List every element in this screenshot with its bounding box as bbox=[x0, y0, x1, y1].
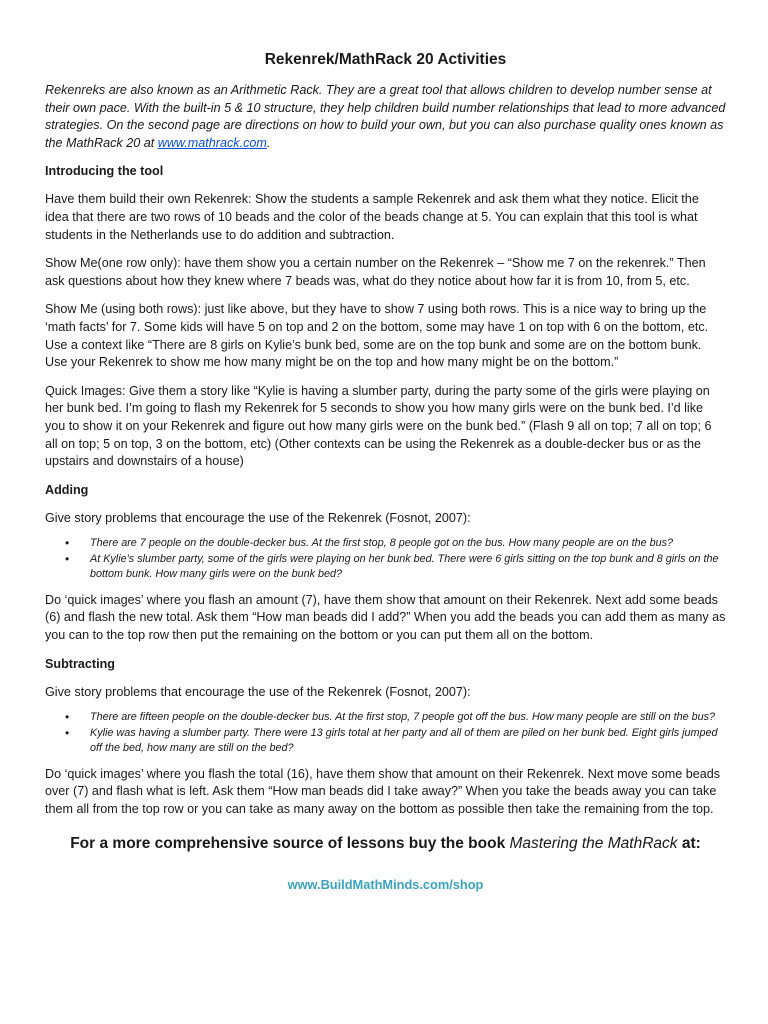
bullet-icon: • bbox=[65, 536, 70, 551]
adding-quick-images-paragraph: Do ‘quick images’ where you flash an amount (7), have them show that amount on their Rekenrek. Next add some beads (6) and flash the new total. Ask them “How man beads did I add?” When you add the beads you can add them as many as you can to the top row then put the remaining on the bottom or you can put them all on the bottom. bbox=[45, 592, 726, 642]
promo-book-title: Mastering the MathRack bbox=[509, 835, 678, 853]
bullet-icon: • bbox=[65, 725, 70, 740]
bullet-icon: • bbox=[65, 710, 70, 725]
adding-lead: Give story problems that encourage the use of the Rekenrek (Fosnot, 2007): bbox=[45, 510, 471, 525]
list-item bbox=[65, 725, 726, 757]
adding-story-list bbox=[45, 536, 726, 583]
section-heading-subtracting: Subtracting bbox=[45, 656, 115, 671]
list-item bbox=[65, 536, 726, 552]
promo-suffix: at: bbox=[677, 835, 701, 853]
section-heading-adding: Adding bbox=[45, 482, 89, 497]
paragraph-quick-images: Quick Images: Give them a story like “Kylie is having a slumber party, during the party some of the girls were playing on her bunk bed. I’m going to flash my Rekenrek for 5 seconds to show you how many girls were on the bunk bed. I’d like you to show it on your Rekenrek and figure out how many girls were on the bunk bed.” (Flash 9 all on top; 7 all on top; 6 all on top; 5 on top, 3 on the bottom, etc) (Other contexts can be using the Rekenrek as a double-decker bus or as the upstairs and downstairs of a house) bbox=[45, 383, 712, 469]
paragraph-show-me-one-row: Show Me(one row only): have them show you a certain number on the Rekenrek – “Show me 7 on the rekenrek.” Then ask questions about how they knew where 7 beads was, what do they notice about how far it is from 10, from 5, etc. bbox=[45, 256, 706, 288]
list-item bbox=[65, 710, 726, 726]
promo-line bbox=[45, 834, 726, 854]
mathrack-link[interactable]: www.mathrack.com bbox=[157, 135, 267, 150]
page-title: Rekenrek/MathRack 20 Activities bbox=[264, 51, 507, 68]
paragraph-show-me-both-rows: Show Me (using both rows): just like above, but they have to show 7 using both rows. This is a nice way to bring up the ‘math facts’ for 7. Some kids will have 5 on top and 2 on the bottom, some may have 1 on top with 6 on the bottom, etc. Use a context like “There are 8 girls on Kylie’s bunk bed, some are on the top bunk and some are on the bottom bunk. Use your Rekenrek to show me how many might be on the top and how many might be on the bottom.” bbox=[45, 302, 709, 370]
subtracting-story-list bbox=[45, 710, 726, 757]
subtracting-lead: Give story problems that encourage the use of the Rekenrek (Fosnot, 2007): bbox=[45, 684, 471, 699]
shop-link[interactable]: www.BuildMathMinds.com/shop bbox=[287, 877, 484, 893]
intro-text: Rekenreks are also known as an Arithmetic Rack. They are a great tool that allows children to develop number sense at their own pace. With the built-in 5 & 10 structure, they help children build number relationships that lead to more advanced strategies. On the second page are directions on how to build your own, but you can also purchase quality ones known as the MathRack 20 at bbox=[45, 83, 726, 150]
section-heading-introducing: Introducing the tool bbox=[45, 164, 164, 179]
list-item-text: At Kylie’s slumber party, some of the girls were playing on her bunk bed. There were 6 girls sitting on the top bunk and 8 girls on the bottom bunk. How many girls were on the bunk bed? bbox=[90, 552, 719, 581]
list-item-text: There are fifteen people on the double-decker bus. At the first stop, 7 people got off the bus. How many people are still on the bus? bbox=[90, 711, 716, 724]
paragraph-build-own: Have them build their own Rekenrek: Show the students a sample Rekenrek and ask them what they notice. Elicit the idea that there are two rows of 10 beads and the color of the beads change at 5. You can explain that this tool is what students in the Netherlands use to do addition and subtraction. bbox=[45, 192, 699, 242]
intro-after-link: . bbox=[266, 135, 271, 150]
subtracting-quick-images-paragraph: Do ‘quick images’ where you flash the total (16), have them show that amount on their Rekenrek. Next move some beads over (7) and flash what is left. Ask them “How man beads did I take away?” When you take the beads away you can take them all from the top row or you can take as many away on the bottom as possible then take the remaining from the top. bbox=[45, 766, 721, 816]
promo-prefix: For a more comprehensive source of lessons buy the book bbox=[70, 835, 510, 853]
list-item-text: Kylie was having a slumber party. There were 13 girls total at her party and all of them are piled on her bunk bed. Eight girls jumped off the bed, how many are still on the bed? bbox=[90, 726, 718, 755]
intro-paragraph bbox=[45, 82, 726, 152]
bullet-icon: • bbox=[65, 551, 70, 566]
list-item-text: There are 7 people on the double-decker bus. At the first stop, 8 people got on the bus. How many people are on the bus? bbox=[90, 537, 674, 550]
list-item bbox=[65, 551, 726, 583]
